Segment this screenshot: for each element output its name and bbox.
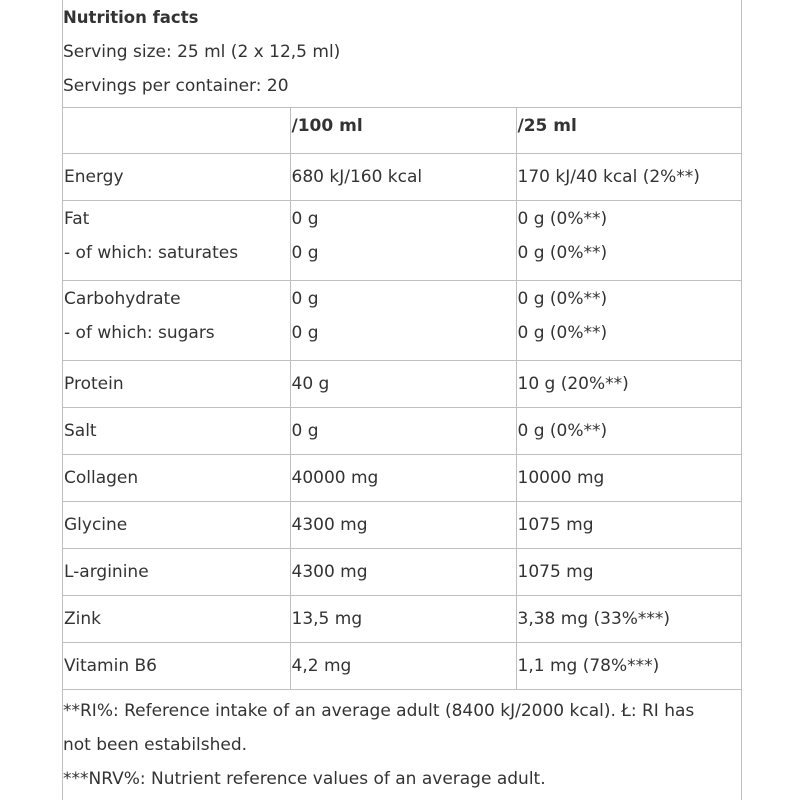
- nutrient-label: Fat: [64, 209, 90, 229]
- nutrient-label: Glycine: [63, 502, 290, 549]
- table-row-l-arginine: [63, 549, 741, 596]
- value-per-100ml: 13,5 mg: [290, 596, 516, 643]
- nutrient-label: L-arginine: [63, 549, 290, 596]
- table-row-zink: [63, 596, 741, 643]
- value-per-25ml: 1075 mg: [516, 549, 741, 596]
- table-row-collagen: [63, 455, 741, 502]
- sub-value-per-100ml: 0 g: [291, 323, 319, 343]
- value-per-25ml: 170 kJ/40 kcal (2%**): [516, 154, 741, 201]
- value-per-100ml: 0 g: [291, 209, 319, 229]
- value-per-25ml: 0 g (0%**): [517, 209, 608, 229]
- value-per-100ml: 40 g: [290, 361, 516, 408]
- value-per-100ml: 40000 mg: [290, 455, 516, 502]
- nutrient-label-cell: [63, 281, 290, 361]
- table-row-vitamin-b6: [63, 643, 741, 690]
- table-header-row: [63, 108, 741, 154]
- nutrient-label-cell: [63, 201, 290, 281]
- nutrient-label: Salt: [63, 408, 290, 455]
- nutrition-table: [63, 108, 741, 690]
- table-row-protein: [63, 361, 741, 408]
- value-per-100ml: 4300 mg: [290, 549, 516, 596]
- value-per-25ml-cell: [516, 201, 741, 281]
- nutrient-sub-label: - of which: saturates: [64, 243, 239, 263]
- nutrient-label: Carbohydrate: [64, 289, 181, 309]
- nutrient-label: Vitamin B6: [63, 643, 290, 690]
- footnote-ri-line-2: not been estabilshed.: [63, 735, 248, 755]
- footnotes: [63, 690, 741, 796]
- value-per-100ml: 4,2 mg: [290, 643, 516, 690]
- value-per-100ml: 4300 mg: [290, 502, 516, 549]
- nutrient-label: Protein: [63, 361, 290, 408]
- nutrient-sub-label: - of which: sugars: [64, 323, 215, 343]
- sub-value-per-100ml: 0 g: [291, 243, 319, 263]
- servings-per-container: Servings per container: 20: [63, 76, 289, 96]
- sub-value-per-25ml: 0 g (0%**): [517, 243, 608, 263]
- nutrition-header: [63, 0, 741, 108]
- value-per-100ml-cell: [290, 201, 516, 281]
- table-row-glycine: [63, 502, 741, 549]
- value-per-100ml: 680 kJ/160 kcal: [290, 154, 516, 201]
- value-per-25ml: 0 g (0%**): [516, 408, 741, 455]
- column-header-per-100ml: /100 ml: [290, 108, 516, 154]
- footnote-ri-line-1: **RI%: Reference intake of an average adult (8400 kJ/2000 kcal). Ł: RI has: [63, 701, 695, 721]
- footnote-nrv: ***NRV%: Nutrient reference values of an average adult.: [63, 769, 546, 789]
- value-per-25ml: 3,38 mg (33%***): [516, 596, 741, 643]
- nutrient-label: Energy: [63, 154, 290, 201]
- table-row-energy: [63, 154, 741, 201]
- nutrition-facts-panel: [62, 0, 742, 800]
- value-per-25ml: 1075 mg: [516, 502, 741, 549]
- table-row-carbohydrate: [63, 281, 741, 361]
- value-per-100ml: 0 g: [291, 289, 319, 309]
- sub-value-per-25ml: 0 g (0%**): [517, 323, 608, 343]
- value-per-100ml-cell: [290, 281, 516, 361]
- value-per-25ml: 10000 mg: [516, 455, 741, 502]
- table-row-salt: [63, 408, 741, 455]
- nutrient-label: Collagen: [63, 455, 290, 502]
- nutrient-label: Zink: [63, 596, 290, 643]
- value-per-25ml: 1,1 mg (78%***): [516, 643, 741, 690]
- column-header-per-25ml: /25 ml: [516, 108, 741, 154]
- nutrition-title: Nutrition facts: [63, 8, 199, 27]
- value-per-100ml: 0 g: [290, 408, 516, 455]
- table-row-fat: [63, 201, 741, 281]
- value-per-25ml: 10 g (20%**): [516, 361, 741, 408]
- value-per-25ml: 0 g (0%**): [517, 289, 608, 309]
- value-per-25ml-cell: [516, 281, 741, 361]
- column-header-nutrient: [63, 108, 290, 154]
- serving-size: Serving size: 25 ml (2 x 12,5 ml): [63, 42, 341, 62]
